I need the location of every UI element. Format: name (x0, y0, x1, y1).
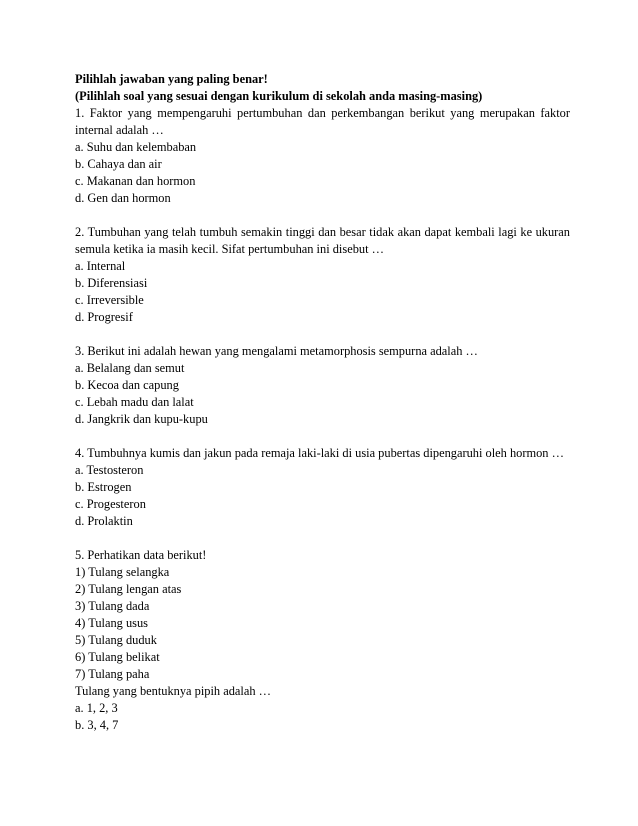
question-prompt: Tulang yang bentuknya pipih adalah … (75, 684, 272, 698)
question-1 (75, 105, 570, 207)
instruction-heading: Pilihlah jawaban yang paling benar! (75, 72, 268, 86)
answer-option: d. Prolaktin (75, 514, 133, 528)
answer-option: b. 3, 4, 7 (75, 718, 119, 732)
question-3 (75, 343, 570, 428)
answer-option: a. Internal (75, 259, 126, 273)
data-item: 3) Tulang dada (75, 599, 150, 613)
answer-option: b. Cahaya dan air (75, 157, 162, 171)
question-text: 5. Perhatikan data berikut! (75, 548, 207, 562)
answer-option: a. Testosteron (75, 463, 144, 477)
data-item: 4) Tulang usus (75, 616, 148, 630)
instruction-note: (Pilihlah soal yang sesuai dengan kurikulum di sekolah anda masing-masing) (75, 89, 483, 103)
answer-option: a. Belalang dan semut (75, 361, 185, 375)
answer-option: b. Kecoa dan capung (75, 378, 179, 392)
data-item: 5) Tulang duduk (75, 633, 157, 647)
answer-option: c. Progesteron (75, 497, 146, 511)
answer-option: d. Gen dan hormon (75, 191, 171, 205)
spacer (75, 530, 570, 547)
question-2 (75, 224, 570, 326)
answer-option: d. Jangkrik dan kupu-kupu (75, 412, 208, 426)
answer-option: a. 1, 2, 3 (75, 701, 118, 715)
question-text: 3. Berikut ini adalah hewan yang mengalami metamorphosis sempurna adalah … (75, 344, 478, 358)
answer-option: c. Irreversible (75, 293, 144, 307)
answer-option: b. Diferensiasi (75, 276, 148, 290)
answer-option: d. Progresif (75, 310, 133, 324)
worksheet-document (75, 71, 570, 734)
spacer (75, 428, 570, 445)
data-item: 1) Tulang selangka (75, 565, 170, 579)
data-item: 7) Tulang paha (75, 667, 150, 681)
question-4 (75, 445, 570, 530)
question-5 (75, 547, 570, 734)
question-text: 2. Tumbuhan yang telah tumbuh semakin tinggi dan besar tidak akan dapat kembali lagi ke ukuran semula ketika ia masih kecil. Sifat pertumbuhan ini disebut … (75, 225, 570, 256)
question-text: 1. Faktor yang mempengaruhi pertumbuhan dan perkembangan berikut yang merupakan faktor internal adalah … (75, 106, 570, 137)
spacer (75, 326, 570, 343)
question-text: 4. Tumbuhnya kumis dan jakun pada remaja laki-laki di usia pubertas dipengaruhi oleh hormon … (75, 446, 564, 460)
answer-option: a. Suhu dan kelembaban (75, 140, 197, 154)
answer-option: c. Lebah madu dan lalat (75, 395, 194, 409)
spacer (75, 207, 570, 224)
data-item: 6) Tulang belikat (75, 650, 160, 664)
answer-option: b. Estrogen (75, 480, 132, 494)
data-item: 2) Tulang lengan atas (75, 582, 182, 596)
answer-option: c. Makanan dan hormon (75, 174, 196, 188)
